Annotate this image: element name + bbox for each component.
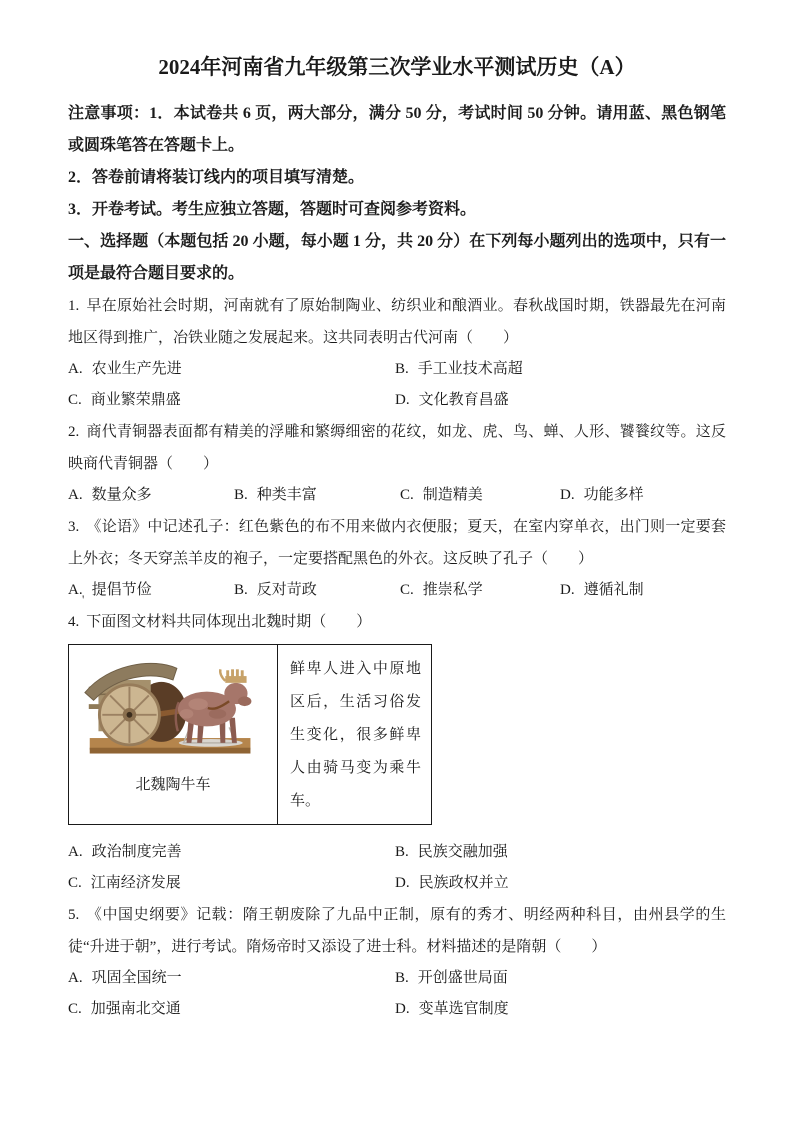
option-label: A. <box>68 970 83 986</box>
option-label: B. <box>234 582 248 598</box>
option-a <box>68 575 234 606</box>
option-text: 文化教育昌盛 <box>418 392 509 408</box>
option-label: D. <box>395 392 410 408</box>
option-text: 政治制度完善 <box>91 844 182 860</box>
option-text: 变革选官制度 <box>418 1001 509 1017</box>
question-number: 1. <box>68 298 80 314</box>
option-text: 农业生产先进 <box>91 361 182 377</box>
option-b <box>395 963 726 994</box>
option-text: 功能多样 <box>583 487 644 503</box>
option-c <box>400 575 560 606</box>
option-a <box>68 837 395 868</box>
option-text: 提倡节俭 <box>91 582 152 598</box>
question-stem <box>68 511 726 575</box>
options-row <box>68 837 726 899</box>
option-text: 巩固全国统一 <box>91 970 182 986</box>
question-number: 4. <box>68 614 80 630</box>
option-label: A. <box>68 844 83 860</box>
option-text: 制造精美 <box>422 487 483 503</box>
option-text: 加强南北交通 <box>90 1001 181 1017</box>
question-text: 下面图文材料共同体现出北魏时期（ ） <box>86 614 372 630</box>
options-row <box>68 963 726 1025</box>
options-row <box>68 575 726 606</box>
option-b <box>234 575 400 606</box>
question-number: 3. <box>68 519 80 535</box>
option-c <box>400 480 560 511</box>
question-text: 早在原始社会时期，河南就有了原始制陶业、纺织业和酿酒业。春秋战国时期，铁器最先在河南地区得到推广，冶铁业随之发展起来。这共同表明古代河南（ ） <box>68 298 726 346</box>
q4-figure-table <box>68 644 432 825</box>
question-1 <box>68 290 726 416</box>
option-label: C. <box>68 875 82 891</box>
section-header: 一、选择题（本题包括 20 小题，每小题 1 分，共 20 分）在下列每小题列出的选项中，只有一项是最符合题目要求的。 <box>68 233 726 282</box>
option-text: 数量众多 <box>91 487 152 503</box>
option-c <box>68 994 395 1025</box>
question-stem <box>68 416 726 480</box>
option-d <box>560 575 726 606</box>
stray-mark: ' <box>82 592 85 607</box>
question-stem <box>68 290 726 354</box>
option-text: 手工业技术高超 <box>417 361 523 377</box>
question-stem <box>68 899 726 963</box>
option-label: C. <box>400 582 414 598</box>
notice-paragraph-2: 2．答卷前请将装订线内的项目填写清楚。 <box>68 169 365 186</box>
option-label: B. <box>395 970 409 986</box>
options-row <box>68 480 726 511</box>
option-label: A. <box>68 487 83 503</box>
option-a <box>68 354 395 385</box>
option-label: D. <box>560 487 575 503</box>
question-stem <box>68 606 726 638</box>
question-5 <box>68 899 726 1025</box>
option-text: 民族交融加强 <box>417 844 508 860</box>
option-b <box>395 837 726 868</box>
option-text: 反对苛政 <box>256 582 317 598</box>
option-a <box>68 480 234 511</box>
option-text: 民族政权并立 <box>418 875 509 891</box>
question-text: 《中国史纲要》记载：隋王朝废除了九品中正制，原有的秀才、明经两种科目，由州县学的生徒“升进于朝”，进行考试。隋炀帝时又添设了进士科。材料描述的是隋朝（ ） <box>68 907 726 955</box>
option-c <box>68 385 395 416</box>
figure-caption: 北魏陶牛车 <box>135 777 211 793</box>
option-label: D. <box>560 582 575 598</box>
question-number: 2. <box>68 424 80 440</box>
option-d <box>395 868 726 899</box>
option-text: 遵循礼制 <box>583 582 644 598</box>
option-label: D. <box>395 875 410 891</box>
option-b <box>234 480 400 511</box>
option-b <box>395 354 726 385</box>
option-d <box>395 994 726 1025</box>
option-label: C. <box>400 487 414 503</box>
options-row <box>68 354 726 416</box>
figure-image-cell <box>69 645 278 825</box>
question-2 <box>68 416 726 511</box>
option-text: 推崇私学 <box>422 582 483 598</box>
question-3 <box>68 511 726 606</box>
option-label: C. <box>68 1001 82 1017</box>
option-label: B. <box>234 487 248 503</box>
question-text: 《论语》中记述孔子：红色紫色的布不用来做内衣便服；夏天，在室内穿单衣，出门则一定要套上外衣；冬天穿羔羊皮的袍子，一定要搭配黑色的外衣。这反映了孔子（ ） <box>68 519 726 567</box>
option-label: A. <box>68 582 83 598</box>
ox-cart-image <box>82 653 264 765</box>
question-number: 5. <box>68 907 80 923</box>
option-d <box>395 385 726 416</box>
option-text: 商业繁荣鼎盛 <box>90 392 181 408</box>
option-label: A. <box>68 361 83 377</box>
notice-paragraph-1: 注意事项：1．本试卷共 6 页，两大部分，满分 50 分，考试时间 50 分钟。请用蓝、黑色钢笔或圆珠笔答在答题卡上。 <box>68 105 726 154</box>
option-d <box>560 480 726 511</box>
notice-paragraph-3: 3．开卷考试。考生应独立答题，答题时可查阅参考资料。 <box>68 201 477 218</box>
option-label: D. <box>395 1001 410 1017</box>
question-4 <box>68 606 726 899</box>
page-title: 2024年河南省九年级第三次学业水平测试历史（A） <box>158 55 636 79</box>
option-a <box>68 963 395 994</box>
option-text: 开创盛世局面 <box>417 970 508 986</box>
option-label: C. <box>68 392 82 408</box>
option-c <box>68 868 395 899</box>
option-text: 江南经济发展 <box>90 875 181 891</box>
option-label: B. <box>395 844 409 860</box>
figure-description: 鲜卑人进入中原地区后，生活习俗发生变化，很多鲜卑人由骑马变为乘牛车。 <box>278 645 432 825</box>
option-text: 种类丰富 <box>256 487 317 503</box>
question-text: 商代青铜器表面都有精美的浮雕和繁缛细密的花纹，如龙、虎、鸟、蝉、人形、饕餮纹等。这反映商代青铜器（ ） <box>68 424 726 472</box>
option-label: B. <box>395 361 409 377</box>
